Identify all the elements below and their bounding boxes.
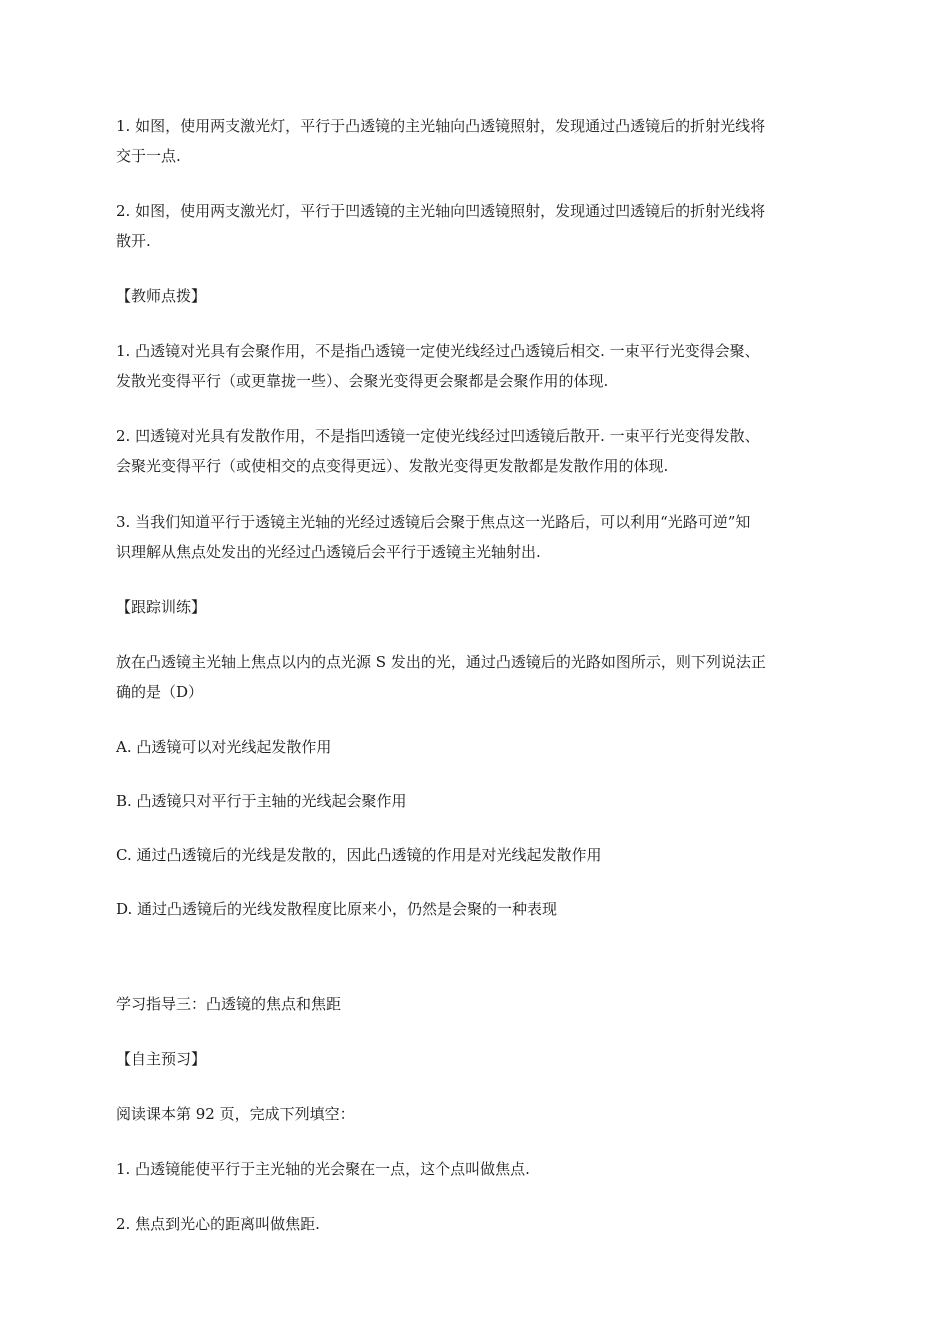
section-heading: 【跟踪训练】 bbox=[116, 598, 207, 616]
section-heading: 【自主预习】 bbox=[116, 1050, 207, 1068]
option-a: A. 凸透镜可以对光线起发散作用 bbox=[116, 738, 332, 756]
paragraph-line: 发散光变得平行（或更靠拢一些）、会聚光变得更会聚都是会聚作用的体现. bbox=[116, 372, 609, 390]
section-heading: 【教师点拨】 bbox=[116, 287, 207, 305]
paragraph-line: 3. 当我们知道平行于透镜主光轴的光经过透镜后会聚于焦点这一光路后，可以利用“光路可逆”知 bbox=[116, 513, 751, 531]
paragraph-line: 会聚光变得平行（或使相交的点变得更远）、发散光变得更发散都是发散作用的体现. bbox=[116, 457, 669, 475]
paragraph-line: 2. 凹透镜对光具有发散作用，不是指凹透镜一定使光线经过凹透镜后散开. 一束平行光变得发散、 bbox=[116, 427, 760, 445]
paragraph-line: 1. 凸透镜能使平行于主光轴的光会聚在一点，这个点叫做焦点. bbox=[116, 1160, 530, 1178]
question-line: 放在凸透镜主光轴上焦点以内的点光源 S 发出的光，通过凸透镜后的光路如图所示，则下列说法正 bbox=[116, 653, 766, 671]
option-b: B. 凸透镜只对平行于主轴的光线起会聚作用 bbox=[116, 792, 407, 810]
option-c: C. 通过凸透镜后的光线是发散的，因此凸透镜的作用是对光线起发散作用 bbox=[116, 846, 602, 864]
question-line: 确的是（D） bbox=[116, 683, 204, 701]
paragraph-line: 阅读课本第 92 页，完成下列填空： bbox=[116, 1105, 355, 1123]
paragraph-line: 交于一点. bbox=[116, 147, 181, 165]
paragraph-line: 散开. bbox=[116, 232, 151, 250]
option-d: D. 通过凸透镜后的光线发散程度比原来小，仍然是会聚的一种表现 bbox=[116, 900, 558, 918]
paragraph-line: 识理解从焦点处发出的光经过凸透镜后会平行于透镜主光轴射出. bbox=[116, 543, 541, 561]
paragraph-line: 1. 如图，使用两支激光灯，平行于凸透镜的主光轴向凸透镜照射，发现通过凸透镜后的折射光线将 bbox=[116, 117, 766, 135]
paragraph-line: 2. 如图，使用两支激光灯，平行于凹透镜的主光轴向凹透镜照射，发现通过凹透镜后的折射光线将 bbox=[116, 202, 766, 220]
section-title: 学习指导三：凸透镜的焦点和焦距 bbox=[116, 995, 342, 1013]
paragraph-line: 1. 凸透镜对光具有会聚作用，不是指凸透镜一定使光线经过凸透镜后相交. 一束平行光变得会聚、 bbox=[116, 342, 760, 360]
paragraph-line: 2. 焦点到光心的距离叫做焦距. bbox=[116, 1215, 320, 1233]
